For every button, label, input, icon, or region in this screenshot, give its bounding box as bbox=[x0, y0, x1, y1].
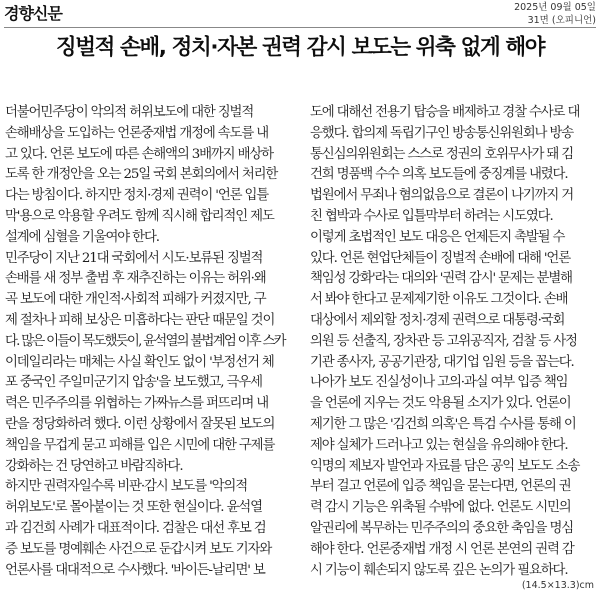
body-text-line: 이렇게 초법적인 보도 대응은 언제든지 촉발될 수 bbox=[310, 229, 565, 245]
body-text-line: 나아가 보도 진실성이나 고의·과실 여부 입증 책임 bbox=[310, 375, 568, 391]
body-text-line: 과 김건희 사례가 대표적이다. 검찰은 대선 후보 검 bbox=[5, 520, 266, 536]
body-text-line: 을 언론에 지우는 것도 악용될 소지가 있다. 언론이 bbox=[310, 396, 571, 412]
body-text-line: 력은 민주주의를 위협하는 가짜뉴스를 퍼뜨리며 내 bbox=[5, 396, 269, 412]
body-text-line: 언론사를 대대적으로 수사했다. '바이든-날리면' 보 bbox=[5, 562, 265, 578]
body-text-line: 증 보도를 명예훼손 사건으로 둔갑시켜 보도 기자와 bbox=[5, 541, 272, 557]
body-text-line: 막'용으로 악용할 우려도 함께 직시해 합리적인 제도 bbox=[5, 208, 274, 224]
body-text-line: 통신심의위원회는 스스로 정권의 호위무사가 돼 김 bbox=[310, 146, 574, 162]
body-text-line: 의원 등 선출직, 장차관 등 고위공직자, 검찰 등 사정 bbox=[310, 333, 577, 349]
body-text-line: 란을 정당화하려 했다. 이런 상황에서 잘못된 보도의 bbox=[5, 416, 275, 432]
issue-page: 31면 (오피니언) bbox=[527, 15, 596, 26]
body-text-line: 제기한 그 많은 '김건희 의혹'은 특검 수사를 통해 이 bbox=[310, 416, 576, 432]
body-text-line: 친 협박과 수사로 입틀막부터 하려는 시도였다. bbox=[310, 208, 553, 224]
newspaper-masthead: 경향신문 bbox=[4, 4, 62, 23]
body-text-line: 이데일리라는 매체는 사실 확인도 없이 '부정선거 체 bbox=[5, 354, 274, 370]
body-text-line: 곡 보도에 대한 개인적·사회적 피해가 커졌지만, 구 bbox=[5, 292, 266, 308]
body-text-line: 대상에서 제외할 정치·경제 권력으로 대통령·국회 bbox=[310, 312, 565, 328]
issue-date: 2025년 09월 05일 bbox=[514, 2, 596, 13]
body-text-line: 건희 명품백 수수 의혹 보도들에 중징계를 내렸다. bbox=[310, 167, 568, 183]
body-text-line: 부터 걸고 언론에 입증 책임을 묻는다면, 언론의 권 bbox=[310, 479, 571, 495]
body-text-line: 하지만 권력자일수록 비판·감시 보도를 '악의적 bbox=[5, 479, 247, 495]
issue-info bbox=[514, 1, 596, 27]
editorial-headline: 징벌적 손배, 정치·자본 권력 감시 보도는 위축 없게 해야 bbox=[55, 35, 545, 60]
body-text-line: 책임성 강화'라는 대의와 '권력 감시' 문제는 분별해 bbox=[310, 271, 572, 287]
body-text-line: 법원에서 무죄나 혐의없음으로 결론이 나기까지 거 bbox=[310, 188, 574, 204]
body-text-line: 고 있다. 언론 보도에 따른 손해액의 3배까지 배상하 bbox=[5, 146, 273, 162]
body-text-line: 도록 한 개정안을 오는 25일 국회 본회의에서 처리한 bbox=[5, 167, 278, 183]
header-divider bbox=[4, 27, 596, 28]
body-text-line: 서 봐야 한다고 문제제기한 이유도 그것이다. 손배 bbox=[310, 292, 568, 308]
body-column-left bbox=[5, 103, 287, 581]
body-text-line: 기관 종사자, 공공기관장, 대기업 임원 등을 꼽는다. bbox=[310, 354, 574, 370]
body-text-line: 시 기능이 훼손되지 않도록 깊은 논의가 필요하다. bbox=[310, 562, 568, 578]
body-text-line: 다는 방침이다. 하지만 정치·경제 권력이 '언론 입틀 bbox=[5, 188, 269, 204]
body-text-line: 책임을 무겁게 묻고 피해를 입은 시민에 대한 구제를 bbox=[5, 437, 275, 453]
body-text-line: 강화하는 건 당연하고 바람직하다. bbox=[5, 458, 183, 474]
body-text-line: 손해배상을 도입하는 언론중재법 개정에 속도를 내 bbox=[5, 125, 269, 141]
body-text-line: 설계에 심혈을 기울여야 한다. bbox=[5, 229, 159, 245]
body-text-line: 력 감시 기능은 위축될 수밖에 없다. 언론도 시민의 bbox=[310, 500, 571, 516]
body-column-right bbox=[310, 103, 592, 581]
body-text-line: 해야 한다. 언론중재법 개정 시 언론 본연의 권력 감 bbox=[310, 541, 574, 557]
body-text-line: 다. 많은 이들이 목도했듯이, 윤석열의 불법계엄 이후 스카 bbox=[5, 333, 285, 349]
body-text-line: 제 절차나 피해 보상은 미흡하다는 판단 때문일 것이 bbox=[5, 312, 275, 328]
article-size-note: (14.5×13.3)cm bbox=[521, 580, 594, 591]
body-text-line: 포 중국인 주일미군기지 압송'을 보도했고, 극우세 bbox=[5, 375, 262, 391]
body-text-line: 알권리에 복무하는 민주주의의 중요한 축임을 명심 bbox=[310, 520, 574, 536]
body-text-line: 응했다. 합의제 독립기구인 방송통신위원회나 방송 bbox=[310, 125, 574, 141]
body-text-line: 민주당이 지난 21대 국회에서 시도·보류된 징벌적 bbox=[5, 250, 263, 266]
body-text-line: 제야 실체가 드러나고 있는 현실을 유의해야 한다. bbox=[310, 437, 568, 453]
body-text-line: 익명의 제보자 발언과 자료를 담은 공익 보도도 소송 bbox=[310, 458, 580, 474]
body-text-line: 허위보도'로 몰아붙이는 것 또한 현실이다. 윤석열 bbox=[5, 500, 262, 516]
body-text-line: 도에 대해선 전용기 탑승을 배제하고 경찰 수사로 대 bbox=[310, 105, 580, 120]
body-text-line: 있다. 언론 현업단체들이 징벌적 손배에 대해 '언론 bbox=[310, 250, 570, 266]
body-text-line: 더불어민주당이 악의적 허위보도에 대한 징벌적 bbox=[5, 105, 254, 120]
body-text-line: 손배를 새 정부 출범 후 재추진하는 이유는 허위·왜 bbox=[5, 271, 266, 287]
